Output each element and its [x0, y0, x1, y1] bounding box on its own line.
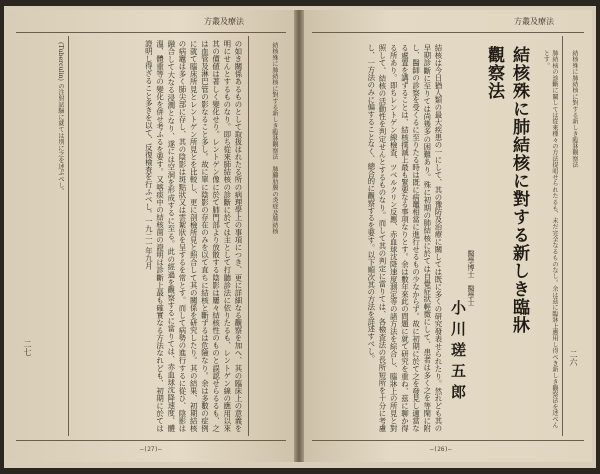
- article-title: 結核殊に肺結核に對する新しき臨牀觀察法: [484, 46, 529, 334]
- body-text: 結核は今日猶人類の最大疾患の一にして、其の豫防及治療に關しては既に多くの研究發表せられたり。然れども其の早期診斷に至りては尚幾多の困難あり。殊に初期の肺結核に於ては自覺症狀輕微にして、患者は多く之を等閑に附し、醫師の診察を受くるに至りたる時は既に病竈相當に進行せるもの少なからず。故に初期に於て之を發見し適當なる處置を講ずることは、結核撲滅上最も緊要なる事項なりとす。余は數年來此の問題に就て研究を重ね、茲に聊か得る所あり。即ちレントゲン線檢査、ツベルクリン反應、赤血球沈降速度測定等の諸方法を綜合し、臨牀上の所見と對照して、結核の活動性を判定せんとするものなり。而して其の判定に當りては、各檢査法の長所短所を十分に考慮し、一方法のみに偏することなく、總合的に觀察するを要す。以下順次其の方法を詳述すべし。: [366, 44, 443, 432]
- sidenote: 結核殊に肺結核に對する新しき臨牀觀察法: [571, 50, 578, 168]
- gutter: [294, 10, 304, 462]
- footer-mark: —(26)—: [430, 446, 452, 453]
- sidenote: 結核殊に肺結核に對する新しき臨牀觀察法 肺臓肋膜の炎症及肺結核: [271, 42, 278, 235]
- author-affiliation: 醫學博士 醫學士: [467, 250, 475, 306]
- footer-rule: [16, 440, 286, 441]
- running-head: 方叢及療法: [204, 17, 244, 26]
- header-rule: [16, 32, 286, 33]
- header-notes: 肺結核の診斷に關しては從來種々の方法提唱せられたるも、未だ完全なるものなし。余は茲に臨牀上應用し得べき新しき觀察法を述べんとす。: [542, 50, 558, 429]
- bottom-notes: (Tuberculin) の注射試驗に就ては別に之を述ぶべし。: [57, 42, 64, 195]
- sidenote-rule: [562, 36, 563, 436]
- footer-mark: —(27)—: [140, 446, 162, 453]
- notes-rule: [68, 36, 69, 436]
- author-name: 小川瑳五郎: [449, 300, 467, 405]
- running-head: 方叢及療法: [514, 17, 554, 26]
- right-page: [304, 10, 592, 462]
- left-page: [8, 10, 294, 462]
- body-text: の如き關係あるものとして取扱はれたる所の病理學上の事項につき、更に詳細なる觀察を加へ、其の臨床上の意義を明にせんとするものなり。即ち從來肺結核の診斷に於ては主として打聽診法に依りたるも、レントゲン線の應用以來其の價値は著しく變化せり。レントゲン像に於て肺門部より放散する陰影は屢々結核性のものと誤認せらるるも、之は血管及淋巴管の影なること多し。故に單に陰影の存在のみを以て直ちに結核と斷ずるは危險なり。余は多數の症例に就て臨床所見とレントゲン所見とを比較し、更に剖檢所見と照合して其の關係を研究したり。其の結果、初期結核の病竈は多く肺尖部に存し、其の陰影は斑點狀又は雲絮狀を呈するを常とす。而して病勢の進行するに從ひ、陰影は融合して大なる浸潤となり、遂には空洞を形成するに至る。此の經過を觀察するに當りては、赤血球沈降速度、體溫、體重等の變化を併せ考ふるを要す。又喀痰中の結核菌の證明は診斷上最も確實なる方法なれども、初期に於ては證明し得ざること多きを以て、反復檢査を行ふべし。一九二一年九月: [144, 40, 243, 432]
- header-rule: [312, 32, 584, 33]
- sidenote-rule: [248, 36, 249, 436]
- page-number: 二六: [569, 350, 578, 366]
- book-spread: [4, 6, 596, 468]
- footer-rule: [312, 440, 584, 441]
- page-number: 二七: [23, 340, 32, 356]
